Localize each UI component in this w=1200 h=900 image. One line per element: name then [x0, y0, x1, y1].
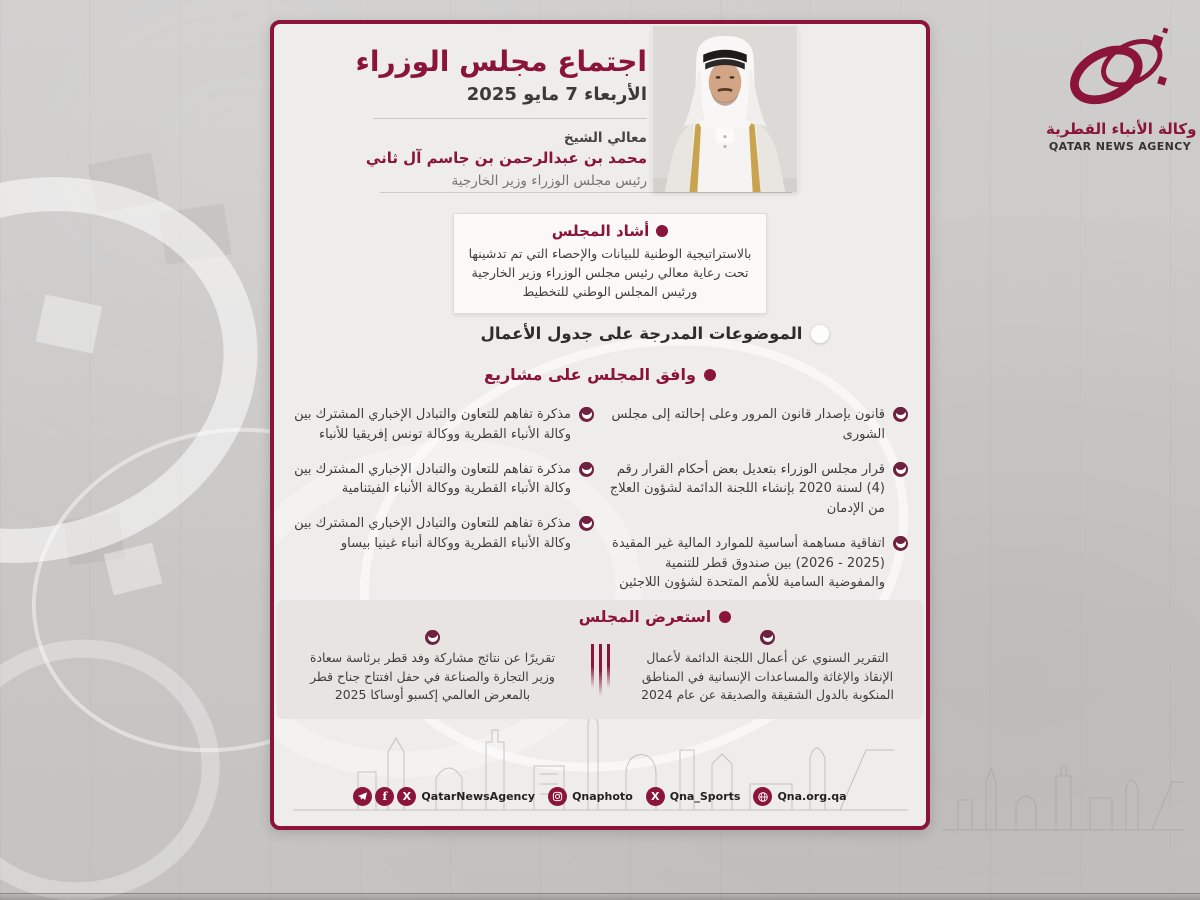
qna-logo-mark: [1061, 26, 1179, 114]
social-account: [753, 787, 846, 806]
card-header: [355, 45, 647, 190]
approved-column-right: [606, 405, 908, 608]
x-icon[interactable]: X: [646, 787, 665, 806]
divider: [380, 192, 792, 193]
list-item: مذكرة تفاهم للتعاون والتبادل الإخباري المشترك بين وكالة الأنباء القطرية ووكالة تونس إفريقيا للأنباء: [292, 405, 594, 445]
social-account: [646, 787, 741, 806]
approved-heading: وافق المجلس على مشاريع: [274, 365, 926, 384]
reviewed-section: [277, 600, 923, 719]
bullet-dot-icon: [704, 369, 716, 381]
list-item: مذكرة تفاهم للتعاون والتبادل الإخباري المشترك بين وكالة الأنباء القطرية ووكالة أنباء غينيا بيساو: [292, 514, 594, 554]
ornament-divider: [591, 644, 610, 696]
social-handle[interactable]: Qna_Sports: [669, 790, 741, 803]
social-account: [353, 787, 535, 806]
crescent-bullet-icon: [760, 630, 775, 645]
reviewed-item: التقرير السنوي عن أعمال اللجنة الدائمة لأعمال الإنقاذ والإغاثة والمساعدات الإنسانية في المناطق المنكوبة بالدول الشقيقة والصديقة عن عام 2024: [630, 628, 906, 705]
praise-body: بالاستراتيجية الوطنية للبيانات والإحصاء التي تم تدشينها تحت رعاية معالي رئيس مجلس الوزراء وزير الخارجية ورئيس المجلس الوطني للتخطيط: [468, 246, 752, 299]
honorific: معالي الشيخ: [563, 130, 647, 147]
list-item: مذكرة تفاهم للتعاون والتبادل الإخباري المشترك بين وكالة الأنباء القطرية ووكالة الأنباء الفيتنامية: [292, 460, 594, 500]
skyline-sketch: [938, 742, 1188, 837]
social-footer: [274, 787, 926, 806]
page-bottom-edge: [0, 893, 1200, 900]
reviewed-heading: استعرض المجلس: [332, 608, 930, 626]
crescent-bullet-icon: [893, 462, 908, 477]
instagram-icon[interactable]: [548, 787, 567, 806]
crescent-bullet-icon: [579, 462, 594, 477]
praise-heading: أشاد المجلس: [466, 222, 754, 240]
crescent-bullet-icon: [579, 407, 594, 422]
facebook-icon[interactable]: f: [375, 787, 394, 806]
approved-items: [292, 405, 908, 608]
crescent-bullet-icon: [425, 630, 440, 645]
reviewed-item: تقريرًا عن نتائج مشاركة وفد قطر برئاسة سعادة وزير التجارة والصناعة في حفل افتتاح جناح قطر بالمعرض العالمي إكسبو أوساكا 2025: [295, 628, 571, 705]
list-item: قانون بإصدار قانون المرور وعلى إحالته إلى مجلس الشورى: [606, 405, 908, 445]
qna-logo: [1046, 26, 1197, 153]
bullet-dot-icon: [719, 611, 731, 623]
crescent-bullet-icon: [893, 407, 908, 422]
social-account: [548, 787, 633, 806]
agenda-heading: الموضوعات المدرجة على جدول الأعمال: [329, 324, 930, 343]
official-name: محمد بن عبدالرحمن بن جاسم آل ثاني: [365, 149, 647, 168]
qna-logo-arabic: وكالة الأنباء القطرية: [1046, 120, 1197, 138]
crescent-bullet-icon: [579, 516, 594, 531]
official-role: رئيس مجلس الوزراء وزير الخارجية: [451, 173, 647, 190]
approved-column-left: [292, 405, 594, 608]
bullet-dot-icon: [656, 225, 668, 237]
bullet-dot-icon: [811, 325, 829, 343]
meeting-date: الأربعاء 7 مايو 2025: [466, 84, 647, 106]
divider: [373, 118, 647, 119]
social-handle[interactable]: Qna.org.qa: [777, 790, 847, 803]
social-handle[interactable]: QatarNewsAgency: [421, 790, 536, 803]
social-handle[interactable]: Qnaphoto: [572, 790, 633, 803]
crescent-bullet-icon: [893, 536, 908, 551]
x-icon[interactable]: X: [397, 787, 416, 806]
list-item: اتفاقية مساهمة أساسية للموارد المالية غير المقيدة (2025 - 2026) بين صندوق قطر للتنمية والمفوضية السامية للأمم المتحدة لشؤون اللاجئين: [606, 534, 908, 593]
official-portrait: [652, 26, 798, 192]
list-item: قرار مجلس الوزراء بتعديل بعض أحكام القرار رقم (4) لسنة 2020 بإنشاء اللجنة الدائمة لشؤون العلاج من الإدمان: [606, 460, 908, 519]
praise-section: [453, 213, 767, 314]
qna-logo-english: QATAR NEWS AGENCY: [1048, 140, 1192, 153]
page-title: اجتماع مجلس الوزراء: [355, 45, 647, 78]
infographic-card: [270, 20, 930, 830]
globe-icon[interactable]: [753, 787, 772, 806]
telegram-icon[interactable]: [353, 787, 372, 806]
